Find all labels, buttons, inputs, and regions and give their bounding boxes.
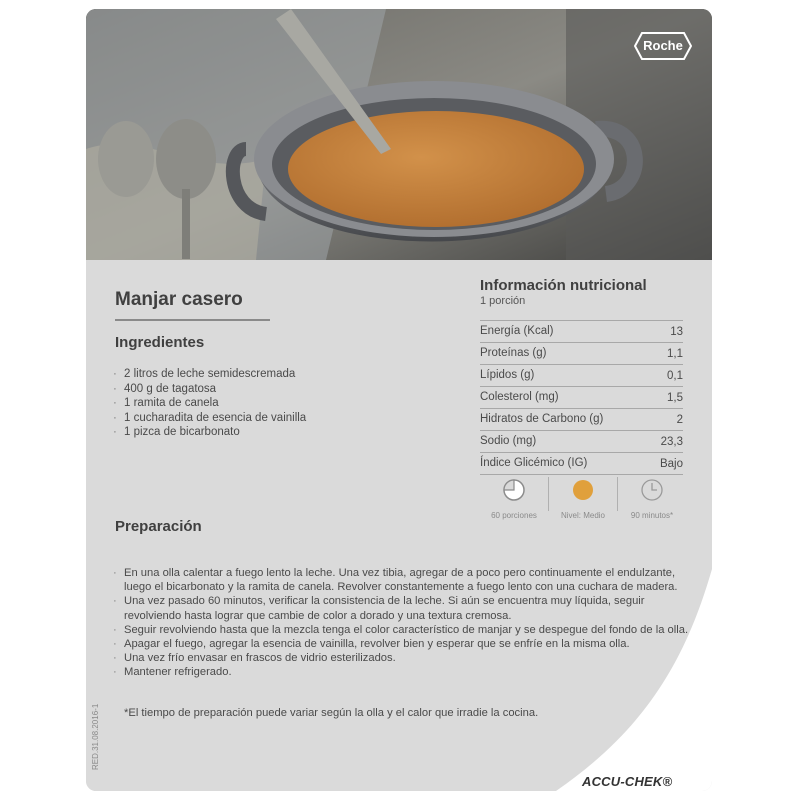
stat-caption: 90 minutos* bbox=[630, 511, 674, 520]
roche-logo-text: Roche bbox=[643, 38, 683, 53]
nutrition-value: 1,5 bbox=[667, 392, 683, 404]
nutrition-row bbox=[480, 386, 683, 408]
nutrition-row bbox=[480, 342, 683, 364]
preparation-step: · Una vez pasado 60 minutos, verificar la consistencia de la leche. Si aún se encuentra muy líquida, seguir revolviendo hasta lograr que cambie de color a dorado y una textura cremosa. bbox=[113, 594, 703, 622]
preparation-step: · Apagar el fuego, agregar la esencia de vainilla, revolver bien y esperar que se enfríe en la misma olla. bbox=[113, 637, 703, 651]
portions-pie-icon bbox=[502, 478, 526, 502]
nutrition-value: 1,1 bbox=[667, 348, 683, 360]
nutrition-value: 23,3 bbox=[660, 436, 683, 448]
nutrition-label: Lípidos (g) bbox=[480, 369, 535, 381]
dessert-photo bbox=[86, 9, 712, 260]
preparation-step: · Mantener refrigerado. bbox=[113, 665, 703, 679]
preparation-step: · Seguir revolviendo hasta que la mezcla tenga el color característico de manjar y se despegue del fondo de la olla. bbox=[113, 623, 703, 637]
ingredient-item: · 400 g de tagatosa bbox=[113, 382, 306, 397]
stat-caption: Nivel: Medio bbox=[560, 511, 605, 520]
nutrition-label: Energía (Kcal) bbox=[480, 325, 554, 337]
stat-portions bbox=[480, 475, 548, 520]
preparation-step: · En una olla calentar a fuego lento la leche. Una vez tibia, agregar de a poco pero continuamente el endulzante, luego el bicarbonato y la ramita de canela. Revolver constantemente a fuego lento con una cuchara de madera. bbox=[113, 566, 703, 594]
preparation-list bbox=[113, 566, 703, 680]
ingredients-list bbox=[113, 367, 306, 440]
nutrition-label: Proteínas (g) bbox=[480, 347, 547, 359]
stat-time bbox=[618, 475, 686, 520]
nutrition-table bbox=[480, 320, 683, 475]
nutrition-value: 0,1 bbox=[667, 370, 683, 382]
nutrition-label: Colesterol (mg) bbox=[480, 391, 559, 403]
preparation-note: *El tiempo de preparación puede variar según la olla y el calor que irradie la cocina. bbox=[124, 707, 539, 719]
recipe-stats bbox=[480, 475, 683, 523]
nutrition-label: Sodio (mg) bbox=[480, 435, 537, 447]
nutrition-value: 13 bbox=[670, 326, 683, 338]
recipe-title: Manjar casero bbox=[115, 289, 243, 310]
nutrition-value: 2 bbox=[676, 414, 683, 426]
nutrition-row bbox=[480, 320, 683, 342]
recipe-card bbox=[86, 9, 712, 791]
ingredient-item: · 2 litros de leche semidescremada bbox=[113, 367, 306, 382]
accu-chek-logo: ACCU-CHEK® bbox=[582, 774, 673, 789]
document-code: RED.31.08.2016-1 bbox=[91, 703, 100, 770]
preparation-heading: Preparación bbox=[115, 518, 202, 535]
nutrition-label: Hidratos de Carbono (g) bbox=[480, 413, 604, 425]
preparation-step: · Una vez frío envasar en frascos de vidrio esterilizados. bbox=[113, 651, 703, 665]
nutrition-row bbox=[480, 364, 683, 386]
clock-icon bbox=[640, 478, 664, 502]
stat-level bbox=[549, 475, 617, 520]
nutrition-value: Bajo bbox=[659, 458, 683, 470]
ingredient-item: · 1 cucharadita de esencia de vainilla bbox=[113, 411, 306, 426]
level-dot-icon bbox=[571, 478, 595, 502]
nutrition-row bbox=[480, 430, 683, 452]
ingredient-item: · 1 pizca de bicarbonato bbox=[113, 425, 306, 440]
ingredient-item: · 1 ramita de canela bbox=[113, 396, 306, 411]
stat-caption: 60 porciones bbox=[491, 511, 537, 520]
nutrition-title: Información nutricional bbox=[480, 277, 647, 294]
title-underline bbox=[115, 319, 270, 321]
nutrition-row bbox=[480, 408, 683, 430]
ingredients-heading: Ingredientes bbox=[115, 334, 205, 351]
nutrition-label: Índice Glicémico (IG) bbox=[480, 457, 588, 469]
nutrition-portion: 1 porción bbox=[480, 295, 526, 307]
nutrition-row bbox=[480, 452, 683, 475]
